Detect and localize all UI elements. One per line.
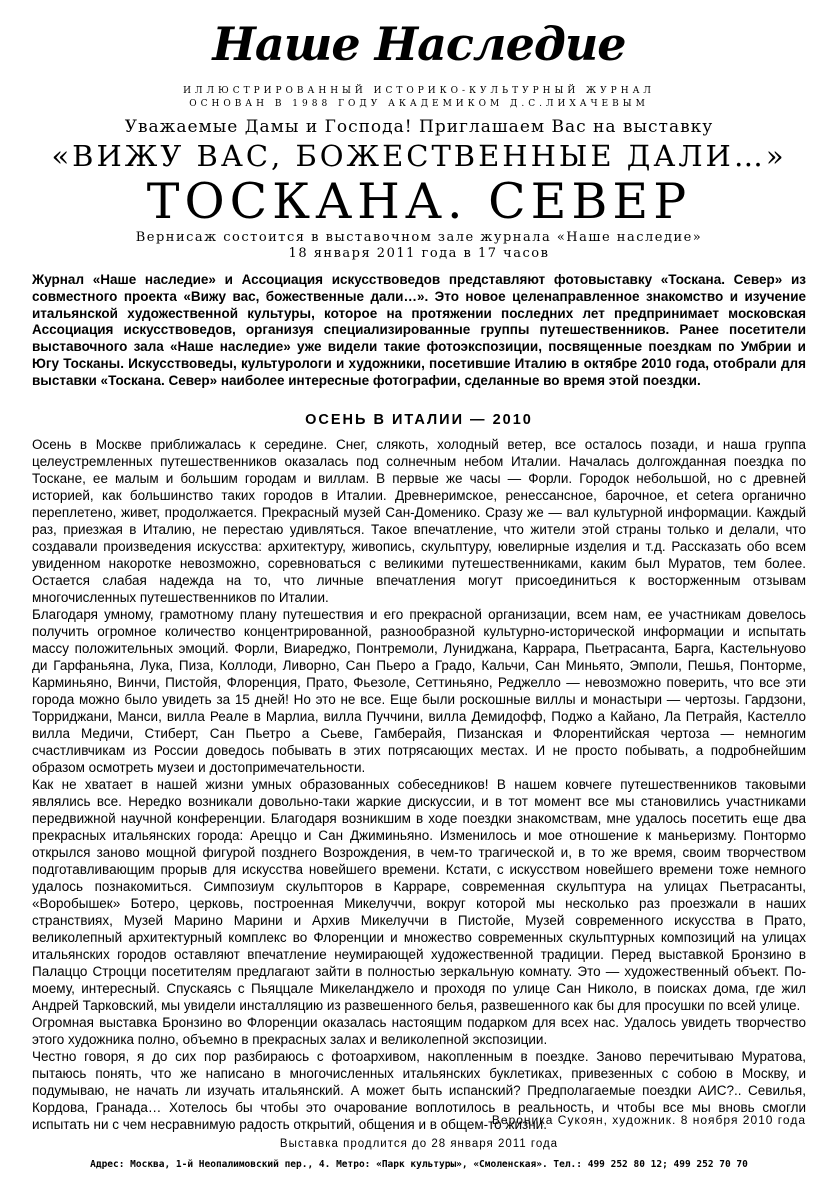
founder-line: ОСНОВАН В 1988 ГОДУ АКАДЕМИКОМ Д.С.ЛИХАЧЕВЫМ	[189, 99, 649, 109]
magazine-subtitle: ИЛЛЮСТРИРОВАННЫЙ ИСТОРИКО-КУЛЬТУРНЫЙ ЖУРНАЛ	[183, 86, 655, 96]
address-line: Адрес: Москва, 1-й Неопалимовский пер., 4. Метро: «Парк культуры», «Смоленская». Тел.: 499 252 80 12; 499 252 70 70	[90, 1159, 748, 1170]
magazine-logo: Наше Наследие	[212, 17, 626, 71]
exhibition-subtitle: ТОСКАНА. СЕВЕР	[146, 173, 692, 230]
exhibition-end-note: Выставка продлится до 28 января 2011 года	[279, 1138, 559, 1150]
article-paragraph: Благодаря умному, грамотному плану путешествия и его прекрасной организации, всем нам, ее участникам довелось получить огромное количество концентрированной, разнообразной культурно-исторической информации и испытать массу положительных эмоций. Форли, Виареджо, Понтремоли, Луниджана, Каррара, Пьетрасанта, Барга, Кастельнуово ди Гарфаньяна, Лука, Пиза, Коллоди, Ливорно, Сан Пьеро а Градо, Кальчи, Сан Миньято, Эмполи, Пешья, Понторме, Карминьяно, Винчи, Пистойя, Флоренция, Прато, Фьезоле, Сеттиньяно, Реджелло — невозможно поверить, что все эти города можно было увидеть за 15 дней! Но это не все. Еще были роскошные виллы и монастыри — чертозы. Гардзони, Торриджани, Манси, вилла Реале в Марлиа, вилла Пуччини, вилла Демидофф, Поджо а Кайано, Ла Петрайя, Кастелло вилла Медичи, Стиберт, Сан Пьетро а Сьеве, Гамберайя, Пизанская и Флорентийская чертоза — немногим счастливчикам из России доведось побывать в этих потрясающих местах. И не просто побывать, а подробнейшим образом осмотреть музеи и достопримечательности.	[32, 607, 806, 775]
vernissage-date: 18 января 2011 года в 17 часов	[288, 246, 550, 261]
author-signature: Вероника Сукоян, художник. 8 ноября 2010 года	[491, 1113, 806, 1127]
article-paragraph: Огромная выставка Бронзино во Флоренции оказалась настоящим подарком для всех нас. Удалось увидеть творчество этого художника полно, объемно в прекрасных залах и великолепной экспозиции.	[32, 1015, 806, 1047]
intro-paragraph: Журнал «Наше наследие» и Ассоциация искусствоведов представляют фотовыставку «Тоскана. Север» из совместного проекта «Вижу вас, божественные дали…». Это новое целенаправленное знакомство и изучение итальянской художественной культуры, которое на протяжении последних лет предпринимает московская Ассоциация искусствоведов, организуя специализированные группы путешественников. Ранее посетители выставочного зала «Наше наследие» уже видели такие фотоэкспозиции, посвященные поездкам по Умбрии и Югу Тосканы. Искусствоведы, культурологи и художники, посетившие Италию в октябре 2010 года, отобрали для выставки «Тоскана. Север» наиболее интересные фотографии, сделанные во время этой поездки.	[32, 272, 806, 388]
section-heading: ОСЕНЬ В ИТАЛИИ — 2010	[305, 412, 533, 428]
invitation-line: Уважаемые Дамы и Господа! Приглашаем Вас на выставку	[124, 117, 714, 137]
article-paragraph: Честно говоря, я до сих пор разбираюсь с фотоархивом, накопленным в поездке. Заново перечитываю Муратова, пытаюсь понять, что же написано в многочисленных итальянских буклетиках, привезенных с собою в Москву, и подумываю, не начать ли изучать итальянский. А может быть испанский? Предполагаемые поездки АИС?.. Севилья, Кордова, Гранада… Хотелось бы чтобы это очарование воплотилось в реальность, и чтобы все мы вновь смогли испытать ни с чем несравнимую радость открытий, общения и в общем-то жизни.	[32, 1049, 806, 1132]
exhibition-title: «ВИЖУ ВАС, БОЖЕСТВЕННЫЕ ДАЛИ…»	[51, 139, 787, 173]
article-body	[32, 436, 806, 1133]
article-paragraph: Как не хватает в нашей жизни умных образованных собеседников! В нашем ковчеге путешественников таковыми являлись все. Нередко возникали довольно-таки жаркие дискуссии, и в тот момент все мы становились участниками передвижной научной конференции. Благодаря возникшим в ходе поездки знакомствам, мне удалось посетить еще два прекрасных итальянских города: Ареццо и Сан Джиминьяно. Изменилось и мое отношение к маньеризму. Понтормо открылся заново мощной фигурой позднего Возрождения, в чем-то трагической и, в то же время, своим творчеством подготавливающим прорыв для искусства новейшего времени. Кстати, с искусством новейшего времени тоже немного удалось познакомиться. Симпозиум скульпторов в Карраре, современная скульптура на улицах Пьетрасанты, «Воробышек» Ботеро, церковь, построенная Микелуччи, вокруг которой мы несколько раз проезжали в наших странствиях, Музей Марино Марини и Архив Микелуччи в Пистойе, Музей современного искусства в Прато, великолепный архитектурный комплекс во Флоренции и множество современных скульптурных композиций на улицах итальянских городов оставляют впечатление неумирающей художественной традиции. Перед выставкой Бронзино в Палаццо Строцци посетителям предлагают зайти в полностью зеркальную комнату. Это — художественный объект. По-моему, интересный. Спускаясь с Пьяццале Микеланджело и проходя по улице Сан Николо, в поисках дома, где жил Андрей Тарковский, мы увидели инсталляцию из развешенного белья, развешенного как бы для просушки по всей улице.	[32, 777, 806, 1013]
vernissage-venue: Вернисаж состоится в выставочном зале журнала «Наше наследие»	[135, 230, 703, 245]
article-paragraph: Осень в Москве приближалась к середине. Снег, слякоть, холодный ветер, все осталось позади, и наша группа целеустремленных путешественников оказалась под солнечным небом Италии. Началась долгожданная поездка по Тоскане, ее малым и большим городам и виллам. В первые же часы — Форли. Городок небольшой, но с древней историей, как большинство таких городов в Италии. Древнеримское, ренессансное, барочное, et cetera органично переплетено, живет, продолжается. Прекрасный музей Сан-Доменико. Сразу же — вал культурной информации. Каждый раз, приезжая в Италию, не перестаю удивляться. Такое впечатление, что жители этой страны только и делали, что создавали произведения искусства: архитектуру, живопись, скульптуру, ювелирные изделия и т.д. Рассказать обо всем увиденном накоротке невозможно, соревноваться с великими путешественниками, каким был Муратов, тем более. Остается слабая надежда на то, что личные впечатления могут присоединиться к восторженным отзывам многочисленных путешественников по Италии.	[32, 437, 806, 605]
